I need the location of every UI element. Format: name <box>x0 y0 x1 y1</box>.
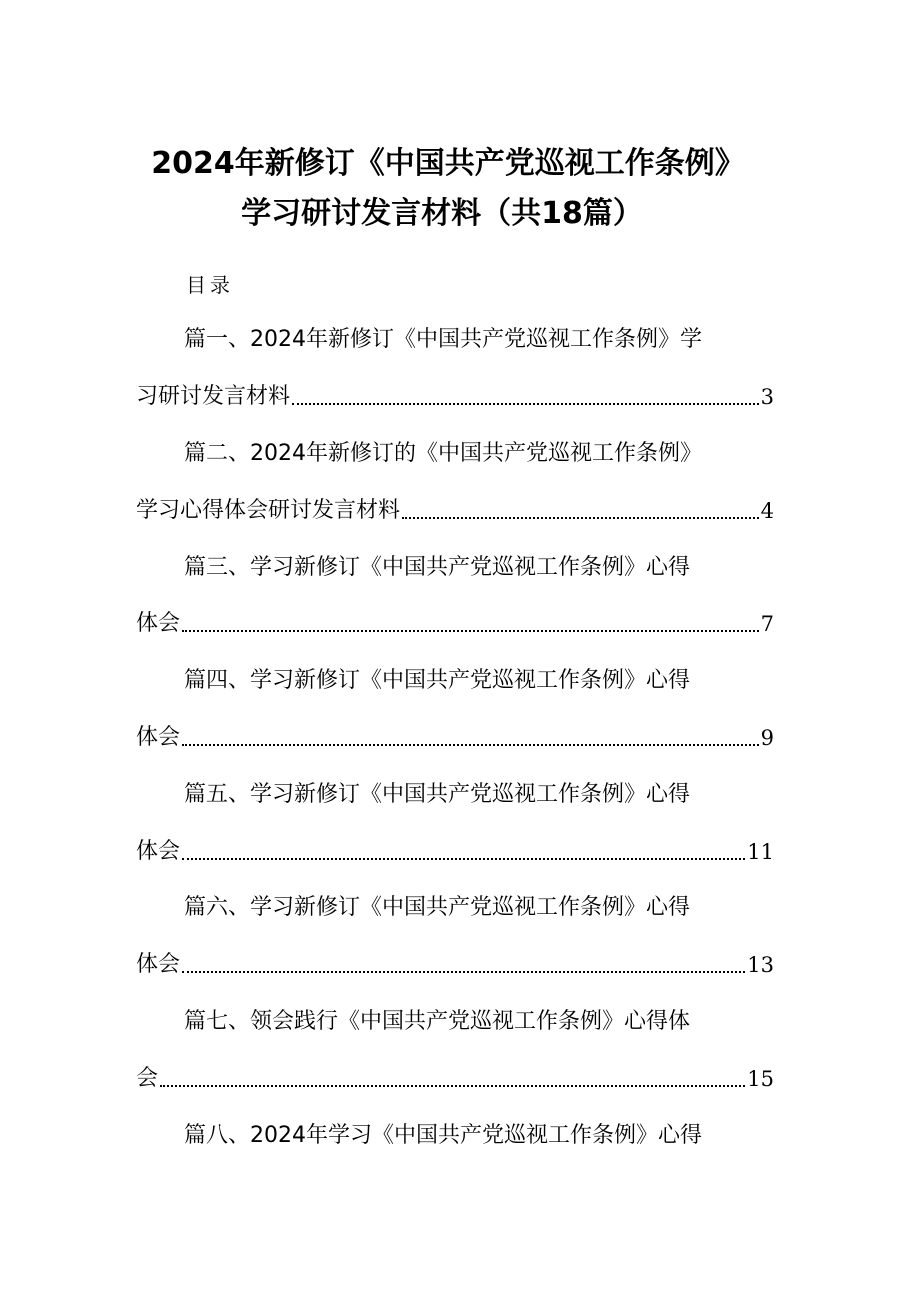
toc-entry-5-continuation: 体会 <box>136 839 181 864</box>
toc-entry-5-line-2[interactable] <box>136 837 774 867</box>
toc-entry-2-line-1[interactable]: 篇二、2024年新修订的《中国共产党巡视工作条例》 <box>184 441 702 466</box>
toc-entry-7-page-number: 15 <box>747 1067 774 1091</box>
toc-entry-2-continuation: 学习心得体会研讨发言材料 <box>136 498 401 523</box>
toc-entry-1-line-2[interactable] <box>136 382 774 412</box>
toc-entry-5-line-1[interactable]: 篇五、学习新修订《中国共产党巡视工作条例》心得 <box>184 782 691 807</box>
toc-entry-2-line-2[interactable] <box>136 496 774 526</box>
toc-entry-4-line-1[interactable]: 篇四、学习新修订《中国共产党巡视工作条例》心得 <box>184 668 691 693</box>
toc-entry-4-page-number: 9 <box>760 726 774 750</box>
toc-entry-1-page-number: 3 <box>760 385 774 409</box>
document-title-line-2: 学习研讨发言材料（共18篇） <box>241 196 643 231</box>
dot-leader <box>182 858 745 860</box>
toc-entry-3-line-1[interactable]: 篇三、学习新修订《中国共产党巡视工作条例》心得 <box>184 555 691 580</box>
toc-entry-7-line-2[interactable] <box>136 1064 774 1094</box>
toc-entry-5-page-number: 11 <box>747 840 774 864</box>
toc-entry-2-page-number: 4 <box>760 499 774 523</box>
toc-heading: 目录 <box>186 273 234 297</box>
dot-leader <box>182 971 745 973</box>
toc-entry-1-line-1[interactable]: 篇一、2024年新修订《中国共产党巡视工作条例》学 <box>184 327 702 352</box>
toc-entry-6-continuation: 体会 <box>136 952 181 977</box>
dot-leader <box>292 403 759 405</box>
toc-entry-3-page-number: 7 <box>760 612 774 636</box>
toc-entry-3-continuation: 体会 <box>136 611 181 636</box>
dot-leader <box>182 744 759 746</box>
toc-entry-1-continuation: 习研讨发言材料 <box>136 384 291 409</box>
toc-entry-7-continuation: 会 <box>136 1066 159 1091</box>
document-title-line-1: 2024年新修订《中国共产党巡视工作条例》 <box>151 146 745 181</box>
toc-entry-6-line-1[interactable]: 篇六、学习新修订《中国共产党巡视工作条例》心得 <box>184 895 691 920</box>
dot-leader <box>160 1085 745 1087</box>
toc-entry-4-continuation: 体会 <box>136 725 181 750</box>
toc-entry-4-line-2[interactable] <box>136 723 774 753</box>
toc-entry-3-line-2[interactable] <box>136 609 774 639</box>
toc-entry-6-line-2[interactable] <box>136 950 774 980</box>
toc-entry-8-line-1[interactable]: 篇八、2024年学习《中国共产党巡视工作条例》心得 <box>184 1123 702 1148</box>
toc-entry-6-page-number: 13 <box>747 953 774 977</box>
toc-entry-7-line-1[interactable]: 篇七、领会践行《中国共产党巡视工作条例》心得体 <box>184 1009 691 1034</box>
dot-leader <box>182 630 759 632</box>
dot-leader <box>402 517 759 519</box>
